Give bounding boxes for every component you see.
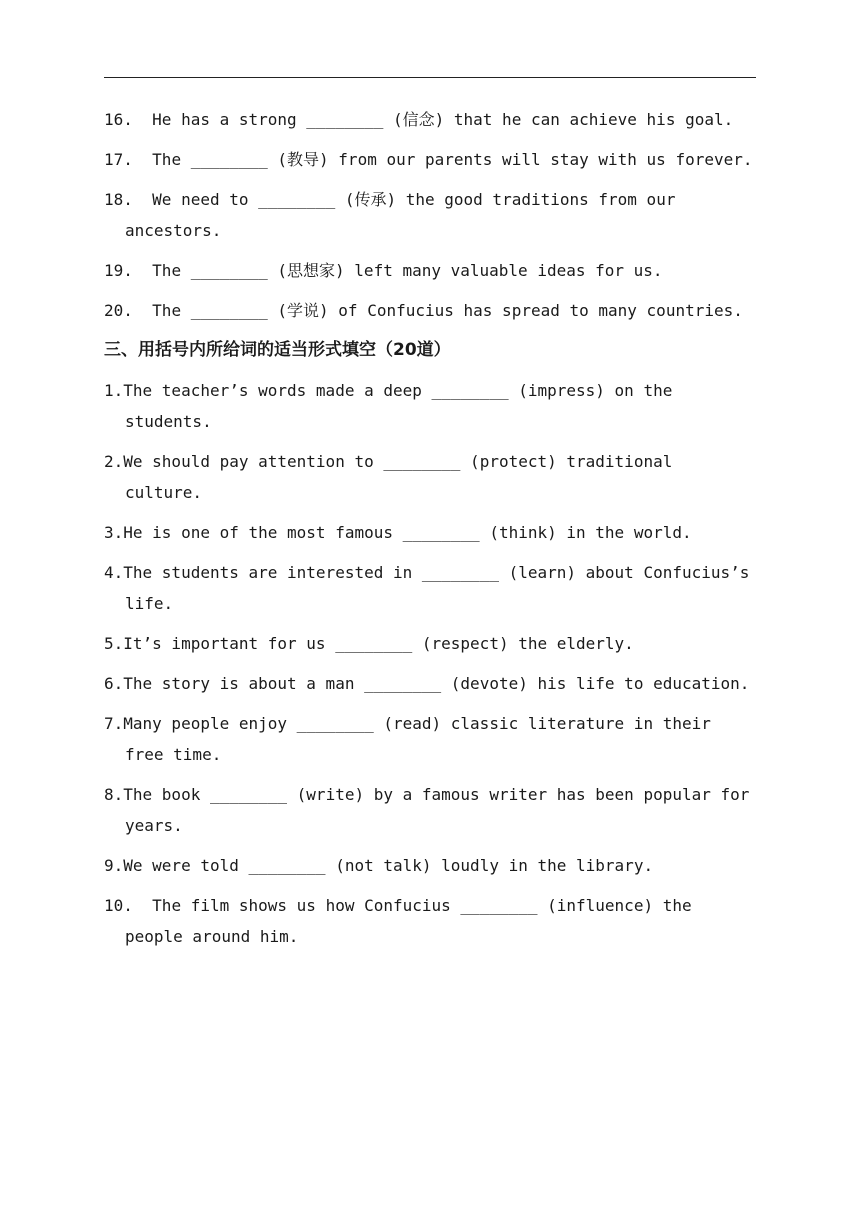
- question-item: [104, 144, 756, 175]
- question-item: [104, 517, 756, 548]
- question-number: 17.: [104, 150, 153, 169]
- question-text: It’s important for us: [123, 634, 336, 653]
- question-text: (impress) on the students.: [125, 381, 673, 431]
- question-number: 1.: [104, 381, 124, 400]
- question-text: We need to: [152, 190, 259, 209]
- question-item: [104, 779, 756, 841]
- question-number: 9.: [104, 856, 124, 875]
- question-number: 10.: [104, 896, 153, 915]
- answer-blank: ________: [460, 896, 538, 915]
- question-number: 8.: [104, 785, 124, 804]
- question-item: [104, 104, 756, 135]
- question-text: The book: [123, 785, 210, 804]
- answer-blank: ________: [306, 110, 384, 129]
- question-number: 6.: [104, 674, 124, 693]
- header-rule: [104, 77, 756, 78]
- question-text: The: [152, 261, 191, 280]
- question-text: (思想家) left many valuable ideas for us.: [267, 261, 663, 280]
- question-text: The: [152, 301, 191, 320]
- question-number: 4.: [104, 563, 124, 582]
- question-item: [104, 184, 756, 246]
- question-text: (not talk) loudly in the library.: [325, 856, 654, 875]
- document-content: [104, 104, 756, 961]
- answer-blank: ________: [296, 714, 374, 733]
- question-item: [104, 850, 756, 881]
- question-number: 20.: [104, 301, 153, 320]
- question-item: [104, 890, 756, 952]
- question-text: We should pay attention to: [123, 452, 384, 471]
- question-text: (influence) the people around him.: [125, 896, 692, 946]
- question-text: (devote) his life to education.: [441, 674, 750, 693]
- question-text: (protect) traditional culture.: [125, 452, 673, 502]
- answer-blank: ________: [402, 523, 480, 542]
- question-number: 7.: [104, 714, 124, 733]
- question-text: The: [152, 150, 191, 169]
- question-text: (write) by a famous writer has been popular for years.: [125, 785, 750, 835]
- question-number: 16.: [104, 110, 153, 129]
- question-text: The story is about a man: [123, 674, 365, 693]
- answer-blank: ________: [431, 381, 509, 400]
- question-text: He is one of the most famous: [123, 523, 403, 542]
- question-text: (read) classic literature in their free time.: [125, 714, 711, 764]
- question-text: The students are interested in: [123, 563, 422, 582]
- question-item: [104, 668, 756, 699]
- question-number: 2.: [104, 452, 124, 471]
- question-text: (学说) of Confucius has spread to many countries.: [267, 301, 743, 320]
- answer-blank: ________: [335, 634, 413, 653]
- question-number: 5.: [104, 634, 124, 653]
- answer-blank: ________: [190, 150, 268, 169]
- answer-blank: ________: [383, 452, 461, 471]
- answer-blank: ________: [364, 674, 442, 693]
- question-text: (教导) from our parents will stay with us forever.: [267, 150, 753, 169]
- question-text: Many people enjoy: [123, 714, 297, 733]
- section-title: 三、用括号内所给词的适当形式填空（20道）: [104, 340, 451, 360]
- question-item: [104, 628, 756, 659]
- question-text: The teacher’s words made a deep: [123, 381, 432, 400]
- question-item: [104, 295, 756, 326]
- question-text: He has a strong: [152, 110, 307, 129]
- question-number: 19.: [104, 261, 153, 280]
- question-text: (信念) that he can achieve his goal.: [383, 110, 734, 129]
- answer-blank: ________: [258, 190, 336, 209]
- question-number: 18.: [104, 190, 153, 209]
- question-item: [104, 446, 756, 508]
- question-item: [104, 255, 756, 286]
- question-text: (respect) the elderly.: [412, 634, 634, 653]
- question-item: [104, 557, 756, 619]
- question-text: (think) in the world.: [479, 523, 692, 542]
- question-text: We were told: [123, 856, 249, 875]
- answer-blank: ________: [190, 261, 268, 280]
- answer-blank: ________: [421, 563, 499, 582]
- question-item: [104, 375, 756, 437]
- answer-blank: ________: [209, 785, 288, 804]
- answer-blank: ________: [190, 301, 268, 320]
- answer-blank: ________: [248, 856, 326, 875]
- question-text: (传承) the good traditions from our ancestors.: [125, 190, 676, 240]
- question-text: The film shows us how Confucius: [152, 896, 461, 915]
- question-item: [104, 708, 756, 770]
- question-number: 3.: [104, 523, 124, 542]
- question-text: (learn) about Confucius’s life.: [125, 563, 750, 613]
